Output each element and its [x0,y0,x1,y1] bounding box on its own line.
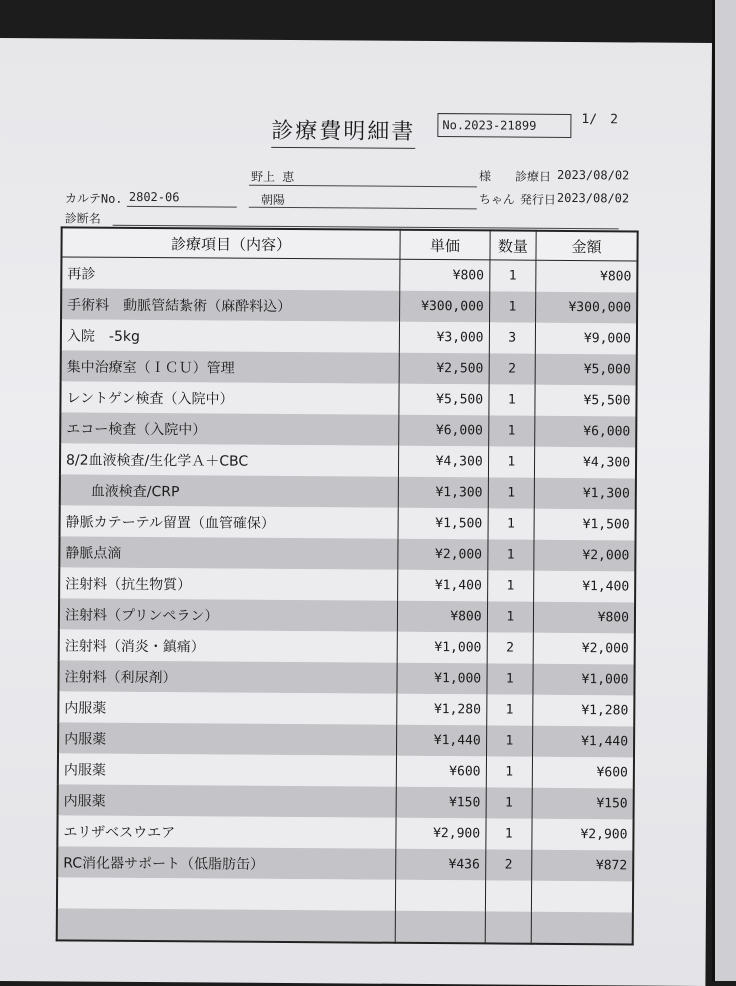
table-row [61,288,637,323]
row-item: エリザベスウエア [57,815,396,848]
table-row [60,381,636,416]
table-row [60,474,636,509]
page-number: 1/ 2 [581,112,618,128]
chart-number-underline [127,206,237,208]
row-item: 静脈点滴 [59,536,398,569]
row-unit-price: ¥1,500 [398,508,488,540]
owner-name: 野上 恵 [250,169,295,185]
row-item: RC消化器サポート（低脂肪缶） [57,846,396,879]
row-item: 内服薬 [58,722,397,755]
row-item [57,908,396,942]
row-quantity: 1 [486,694,533,725]
row-amount: ¥1,500 [534,509,636,541]
document-title: 診療費明細書 [271,114,415,149]
second-sheet-edge [712,0,736,981]
visit-date-label: 診療日 [514,169,552,184]
row-amount: ¥5,000 [535,354,637,386]
row-amount: ¥1,440 [532,726,634,758]
table-row [59,567,635,602]
pet-suffix: ちゃん [478,192,515,207]
row-item: 注射料（抗生物質） [59,567,398,600]
invoice-paper [0,38,712,986]
row-item: 入院 -5kg [61,319,400,352]
row-quantity: 1 [488,477,535,508]
table-row [58,784,634,819]
visit-date: 2023/08/02 [557,167,630,183]
row-quantity: 1 [489,260,536,292]
row-item: レントゲン検査（入院中） [60,381,399,414]
row-quantity: 2 [489,353,536,384]
row-amount: ¥4,300 [534,447,636,479]
document-number: No.2023-21899 [437,113,571,138]
row-quantity: 1 [488,415,535,446]
row-item: 集中治療室（ＩＣＵ）管理 [61,350,400,383]
row-amount: ¥800 [533,602,635,634]
row-quantity: 1 [487,601,534,632]
row-quantity: 1 [488,446,535,477]
row-unit-price: ¥800 [397,601,487,633]
row-quantity [485,911,532,943]
charges-table [56,226,639,945]
row-item: 内服薬 [58,784,397,817]
row-quantity: 2 [487,632,534,663]
row-amount: ¥1,280 [533,695,635,727]
row-unit-price: ¥600 [396,756,486,788]
row-amount: ¥600 [532,757,634,789]
pet-name-underline [249,207,477,210]
table-row [61,257,637,293]
table-row [60,412,636,447]
row-item: 注射料（消炎・鎮痛） [59,629,398,662]
row-unit-price: ¥1,000 [397,632,487,664]
row-unit-price: ¥2,500 [399,353,489,385]
row-unit-price [395,880,485,912]
row-quantity: 1 [487,539,534,570]
chart-number: 2802-06 [128,189,180,205]
owner-underline [249,185,477,188]
row-amount: ¥1,000 [533,664,635,696]
row-unit-price: ¥300,000 [400,291,490,323]
header-amount: 金額 [536,231,638,261]
row-amount: ¥5,500 [535,385,637,417]
chart-number-label: カルテNo. [64,191,123,206]
row-unit-price: ¥1,300 [398,477,488,509]
row-unit-price: ¥150 [396,787,486,819]
issue-date-label: 発行日 [519,192,556,207]
row-amount: ¥2,000 [533,633,635,665]
row-amount: ¥1,300 [534,478,636,510]
row-unit-price: ¥1,000 [397,663,487,695]
row-amount: ¥800 [536,260,638,292]
row-quantity: 1 [489,291,536,322]
row-quantity: 1 [488,508,535,539]
row-amount: ¥6,000 [535,416,637,448]
row-amount [531,881,633,913]
row-item: 静脈カテーテル留置（血管確保） [60,505,399,538]
table-row [57,846,633,881]
table-row [57,877,633,912]
row-item: エコー検査（入院中） [60,412,399,445]
row-unit-price: ¥800 [400,259,490,291]
row-unit-price [395,911,485,944]
row-unit-price: ¥3,000 [399,322,489,354]
row-amount: ¥300,000 [536,292,638,324]
table-row [58,691,634,726]
row-item: 8/2血液検査/生化学Ａ＋CBC [60,443,399,476]
row-item [57,877,396,910]
row-amount: ¥2,900 [532,819,634,851]
row-unit-price: ¥1,400 [398,570,488,602]
row-quantity: 1 [489,384,536,415]
table-row [61,350,637,385]
table-row [58,722,634,757]
row-unit-price: ¥2,000 [398,539,488,571]
row-unit-price: ¥1,280 [397,694,487,726]
row-unit-price: ¥4,300 [398,446,488,478]
header-item: 診療項目（内容） [61,227,400,259]
row-amount: ¥1,400 [534,571,636,603]
row-quantity: 2 [485,849,532,880]
row-unit-price: ¥1,440 [396,725,486,757]
row-amount: ¥150 [532,788,634,820]
row-quantity: 1 [485,818,532,849]
row-item: 内服薬 [58,753,397,786]
table-row [60,505,636,540]
table-header-row [61,227,637,261]
row-quantity: 3 [489,322,536,353]
header-quantity: 数量 [490,230,537,260]
row-unit-price: ¥5,500 [399,384,489,416]
table-row [58,660,634,695]
table-row [61,319,637,354]
diagnosis-label: 診断名 [64,211,101,226]
row-amount: ¥872 [532,850,634,882]
row-item: 注射料（プリンペラン） [59,598,398,631]
row-amount: ¥2,000 [534,540,636,572]
row-quantity: 1 [486,787,533,818]
row-quantity [485,880,532,911]
table-row [59,629,635,664]
header-unit-price: 単価 [400,230,490,260]
table-row [58,753,634,788]
row-item: 再診 [61,257,400,291]
pet-name: 朝陽 [260,192,285,207]
issue-date: 2023/08/02 [556,190,630,206]
row-amount [531,912,633,945]
table-body [57,257,638,945]
row-quantity: 1 [486,725,533,756]
row-unit-price: ¥436 [396,849,486,881]
row-unit-price: ¥6,000 [399,415,489,447]
table-row [60,443,636,478]
row-amount: ¥9,000 [535,323,637,355]
table-row [59,536,635,571]
row-item: 手術料 動脈管結紮術（麻酔料込） [61,288,400,321]
table-row [59,598,635,633]
owner-suffix: 様 [478,169,492,184]
table-row [57,815,633,850]
row-quantity: 1 [487,570,534,601]
row-item: 血液検査/CRP [60,474,399,507]
row-quantity: 1 [487,663,534,694]
row-unit-price: ¥2,900 [396,818,486,850]
row-item: 内服薬 [58,691,397,724]
table-row [57,908,633,944]
row-item: 注射料（利尿剤） [58,660,397,693]
row-quantity: 1 [486,756,533,787]
